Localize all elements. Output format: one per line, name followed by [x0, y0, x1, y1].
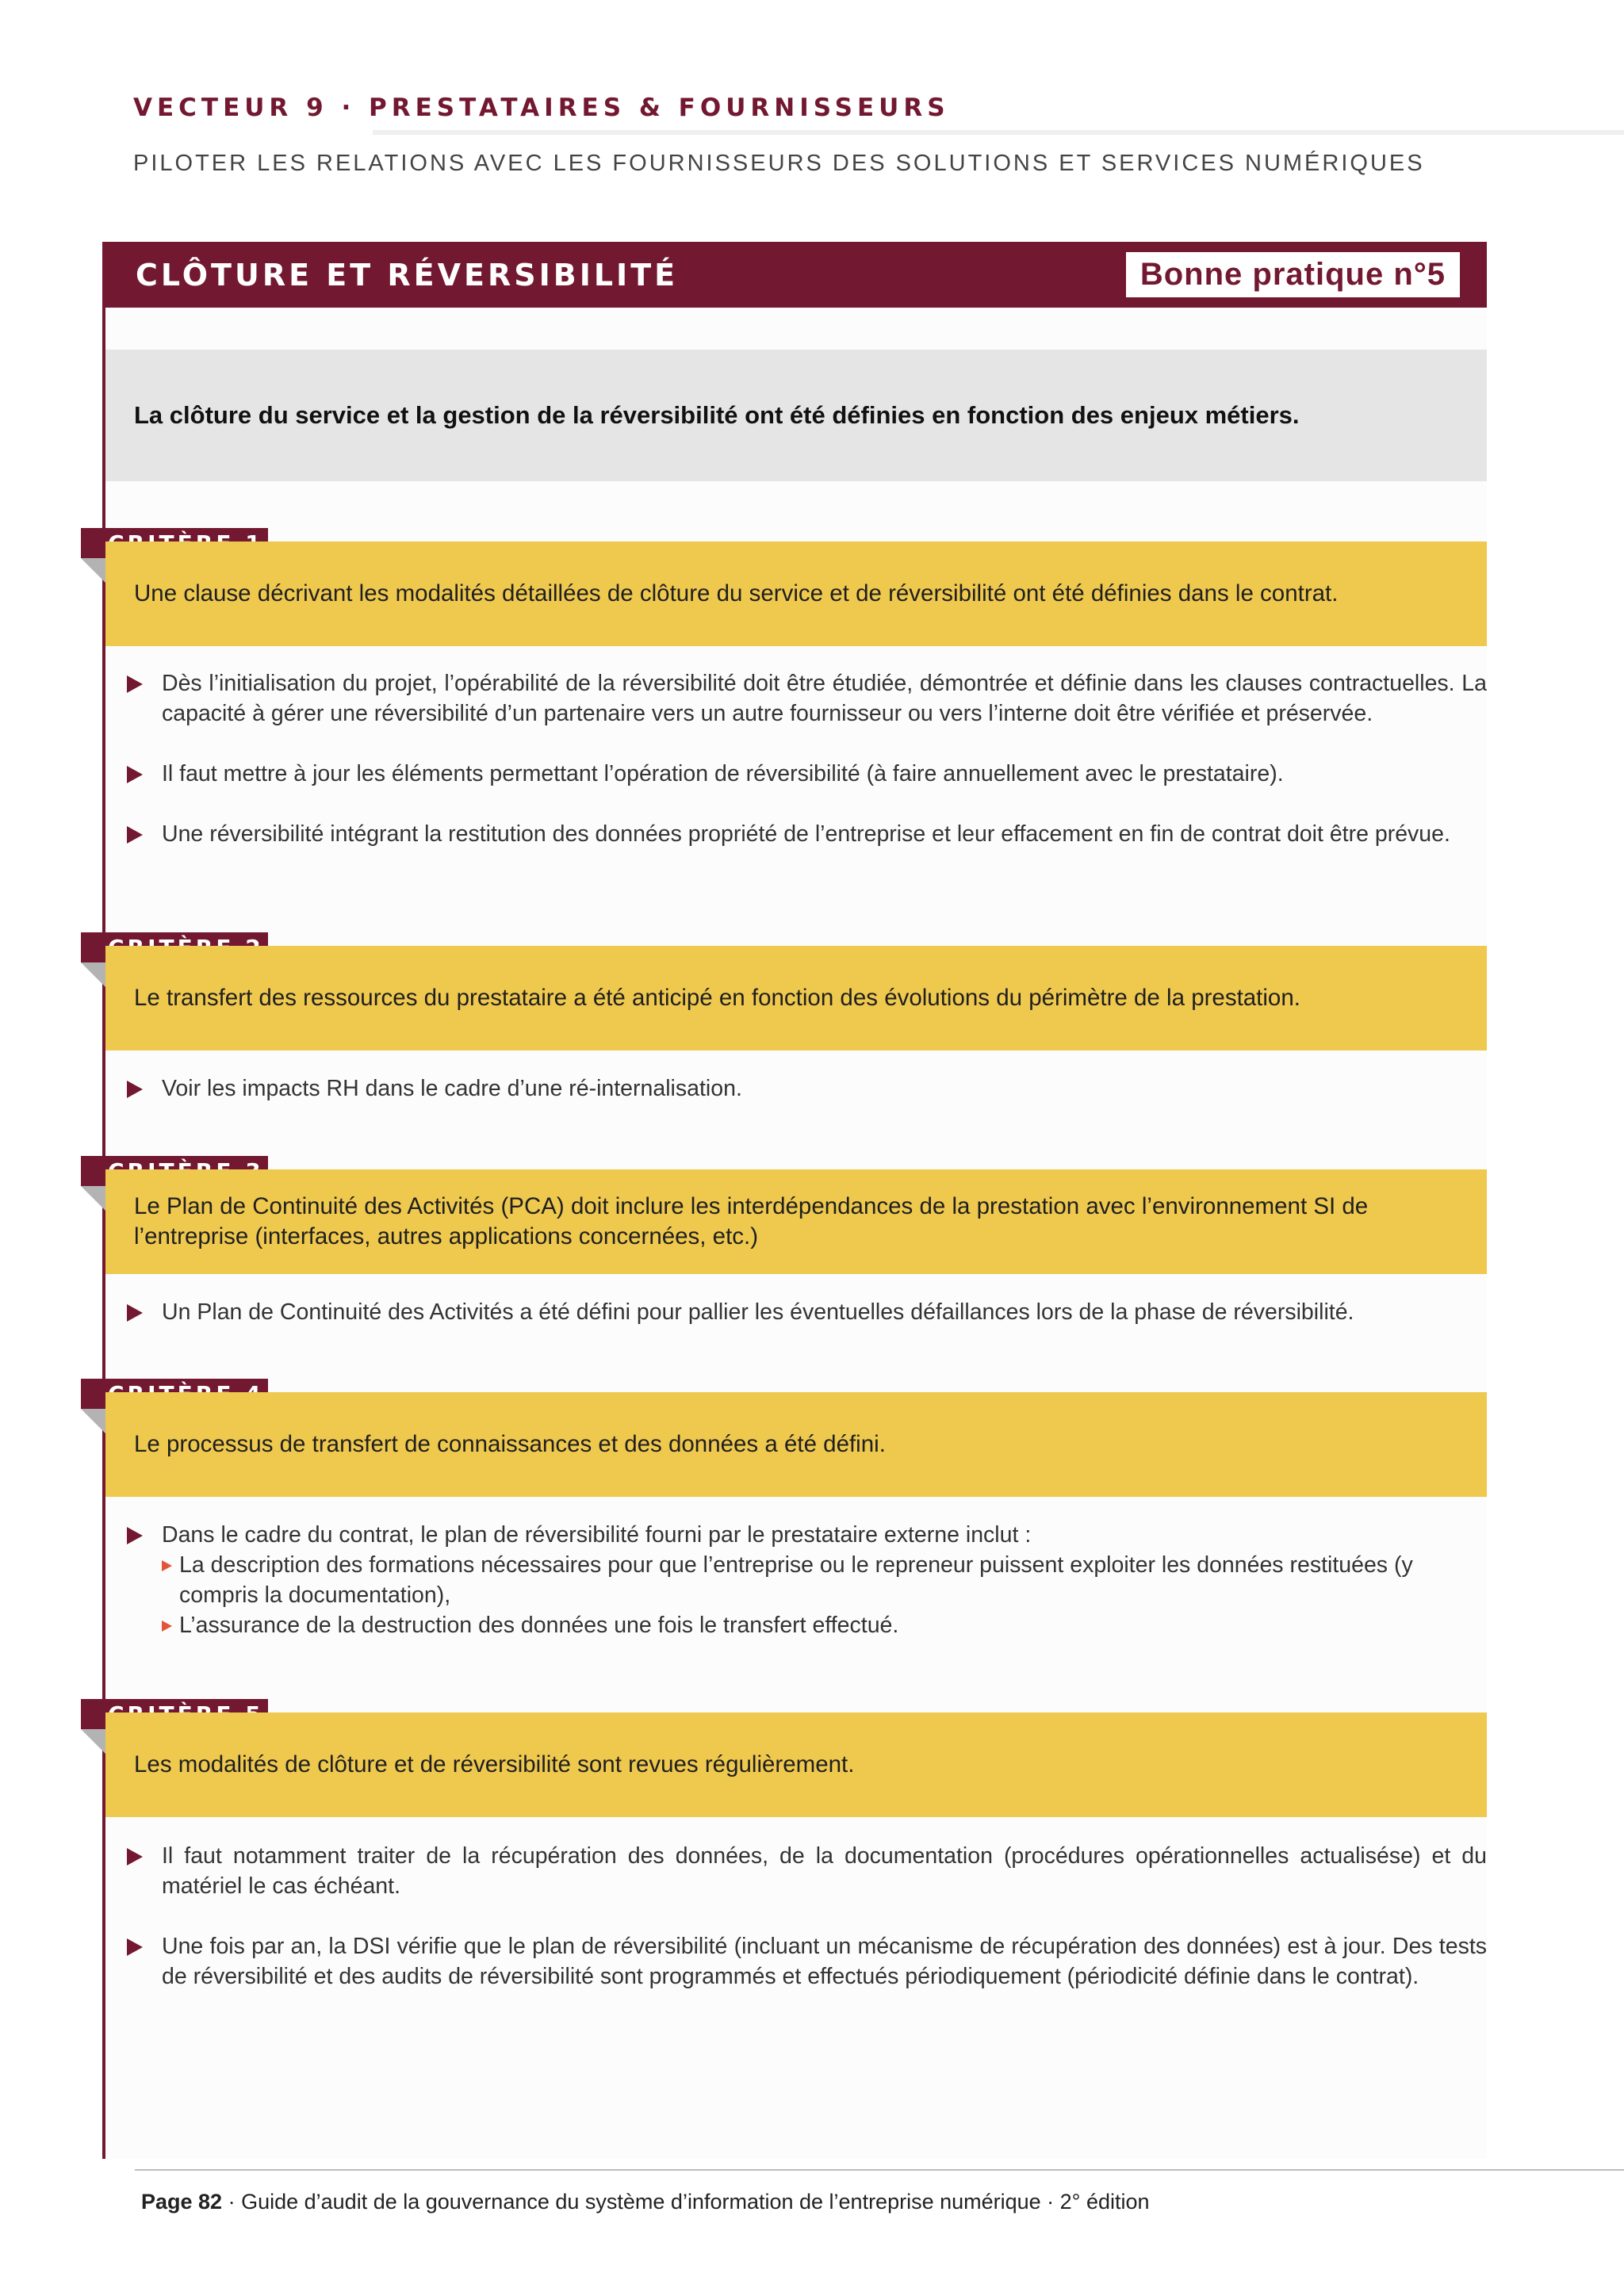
triangle-bullet-icon: [127, 826, 143, 844]
triangle-bullet-icon: [127, 675, 143, 693]
page-number: Page 82: [141, 2190, 223, 2214]
triangle-bullet-icon: [127, 766, 143, 783]
criterion-4-statement: Le processus de transfert de connaissances et des données a été défini.: [105, 1392, 1487, 1497]
bullet-item: Voir les impacts RH dans le cadre d’une ré-internalisation.: [127, 1073, 1487, 1104]
bullet-item: Il faut mettre à jour les éléments permettant l’opération de réversibilité (à faire annuellement avec le prestataire).: [127, 759, 1487, 789]
criterion-5-bullets: [127, 1841, 1487, 1992]
label-fold: [81, 1409, 105, 1433]
bullet-item: Dès l’initialisation du projet, l’opérabilité de la réversibilité doit être étudiée, démontrée et définie dans les clauses contractuelles. La capacité à gérer une réversibilité d’un partenaire vers un autre fournisseur ou vers l’interne doit être vérifiée et préservée.: [127, 668, 1487, 729]
card-title-bar: [105, 242, 1487, 308]
vecteur-title: VECTEUR 9 · PRESTATAIRES & FOURNISSEURS: [133, 94, 950, 122]
bullet-item: Une fois par an, la DSI vérifie que le plan de réversibilité (incluant un mécanisme de récupération des données) est à jour. Des tests de réversibilité et des audits de réversibilité sont programmés et effectués périodiquement (périodicité définie dans le contrat).: [127, 1931, 1487, 1992]
small-triangle-bullet-icon: [162, 1621, 172, 1632]
label-fold: [81, 962, 105, 987]
criterion-2-bullets: [127, 1073, 1487, 1104]
bullet-item: Un Plan de Continuité des Activités a été défini pour pallier les éventuelles défaillances lors de la phase de réversibilité.: [127, 1297, 1487, 1327]
label-fold: [81, 1186, 105, 1211]
criterion-3-statement: Le Plan de Continuité des Activités (PCA) doit inclure les interdépendances de la prestation avec l’environnement SI de l’entreprise (interfaces, autres applications concernées, etc.): [105, 1169, 1487, 1274]
triangle-bullet-icon: [127, 1938, 143, 1956]
page-subtitle: PILOTER LES RELATIONS AVEC LES FOURNISSEURS DES SOLUTIONS ET SERVICES NUMÉRIQUES: [133, 151, 1425, 176]
criterion-1-bullets: [127, 668, 1487, 849]
criterion-5-statement: Les modalités de clôture et de réversibilité sont revues régulièrement.: [105, 1712, 1487, 1817]
footer-divider: [135, 2169, 1624, 2171]
small-triangle-bullet-icon: [162, 1560, 172, 1571]
criterion-1-statement: Une clause décrivant les modalités détaillées de clôture du service et de réversibilité ont été définies dans le contrat.: [105, 541, 1487, 646]
bullet-item: Il faut notamment traiter de la récupération des données, de la documentation (procédures opérationnelles actualisése) et du matériel le cas échéant.: [127, 1841, 1487, 1901]
criterion-3-bullets: [127, 1297, 1487, 1327]
criterion-2-statement: Le transfert des ressources du prestataire a été anticipé en fonction des évolutions du périmètre de la prestation.: [105, 946, 1487, 1050]
card-title: CLÔTURE ET RÉVERSIBILITÉ: [136, 257, 679, 293]
triangle-bullet-icon: [127, 1304, 143, 1322]
triangle-bullet-icon: [127, 1081, 143, 1098]
label-fold: [81, 558, 105, 583]
bullet-item: Dans le cadre du contrat, le plan de réversibilité fourni par le prestataire externe inclut :: [127, 1520, 1487, 1550]
best-practice-badge: Bonne pratique n°5: [1126, 252, 1460, 297]
triangle-bullet-icon: [127, 1527, 143, 1544]
label-fold: [81, 1729, 105, 1754]
footer-separator: ·: [222, 2190, 242, 2214]
sub-bullet-item: L’assurance de la destruction des données une fois le transfert effectué.: [127, 1610, 1487, 1640]
footer-text: Guide d’audit de la gouvernance du système d’information de l’entreprise numérique · 2° édition: [241, 2190, 1150, 2214]
sub-bullet-item: La description des formations nécessaires pour que l’entreprise ou le repreneur puissent exploiter les données restituées (y compris la documentation),: [127, 1550, 1487, 1610]
page-header: [133, 94, 950, 122]
triangle-bullet-icon: [127, 1848, 143, 1866]
bullet-item: Une réversibilité intégrant la restitution des données propriété de l’entreprise et leur effacement en fin de contrat doit être prévue.: [127, 819, 1487, 849]
page-footer: [141, 2190, 1150, 2214]
criterion-4-bullets: [127, 1520, 1487, 1640]
header-divider: [373, 130, 1624, 135]
intro-statement: La clôture du service et la gestion de la réversibilité ont été définies en fonction des enjeux métiers.: [105, 350, 1487, 481]
